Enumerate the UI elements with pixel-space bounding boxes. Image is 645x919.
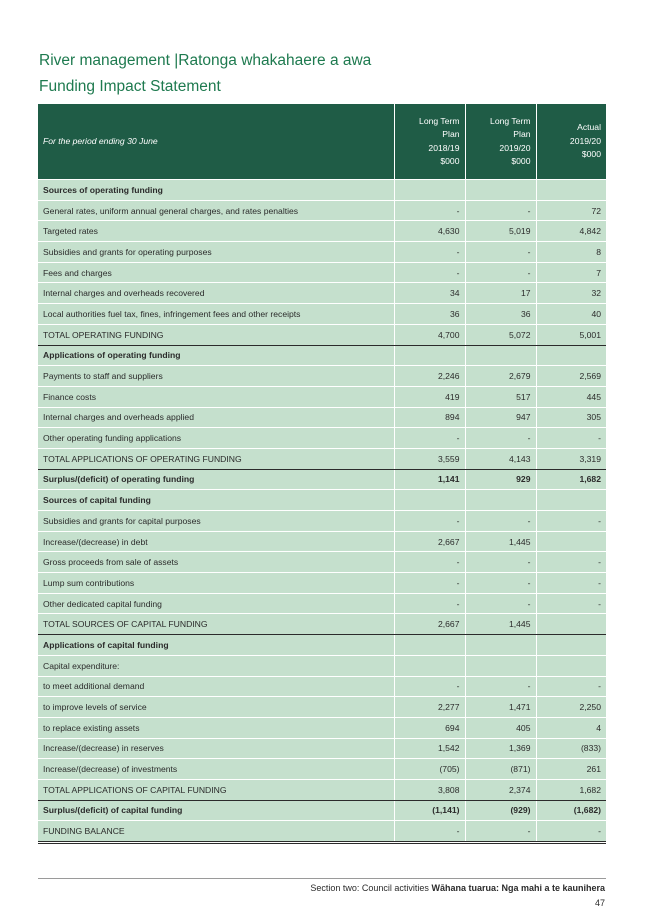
value-ltp-2018-19: - xyxy=(394,242,465,263)
value-ltp-2019-20: 517 xyxy=(465,386,536,407)
value-ltp-2019-20 xyxy=(465,490,536,511)
row-label: Increase/(decrease) of investments xyxy=(38,759,394,780)
value-actual-2019-20 xyxy=(536,655,606,676)
value-ltp-2019-20: - xyxy=(465,511,536,532)
row-label: Targeted rates xyxy=(38,221,394,242)
value-ltp-2018-19: 4,630 xyxy=(394,221,465,242)
value-ltp-2018-19: - xyxy=(394,428,465,449)
table-row xyxy=(38,593,606,614)
value-actual-2019-20: 3,319 xyxy=(536,448,606,469)
value-actual-2019-20: 72 xyxy=(536,200,606,221)
value-actual-2019-20 xyxy=(536,635,606,656)
col-ltp-2018-19: Long Term Plan 2018/19 $000 xyxy=(394,104,465,180)
value-ltp-2018-19: (705) xyxy=(394,759,465,780)
page-subtitle: Funding Impact Statement xyxy=(39,78,221,95)
row-label: Finance costs xyxy=(38,386,394,407)
value-ltp-2019-20: - xyxy=(465,573,536,594)
table-row xyxy=(38,283,606,304)
value-actual-2019-20: 2,250 xyxy=(536,697,606,718)
table-row xyxy=(38,469,606,490)
value-ltp-2018-19: 3,559 xyxy=(394,448,465,469)
row-label: Fees and charges xyxy=(38,262,394,283)
value-ltp-2018-19 xyxy=(394,655,465,676)
value-ltp-2019-20 xyxy=(465,180,536,201)
row-label: Sources of operating funding xyxy=(38,180,394,201)
footer-divider xyxy=(38,878,606,879)
table-row xyxy=(38,697,606,718)
value-ltp-2019-20: 405 xyxy=(465,717,536,738)
value-ltp-2018-19: 36 xyxy=(394,304,465,325)
value-ltp-2019-20: 1,471 xyxy=(465,697,536,718)
value-actual-2019-20: (1,682) xyxy=(536,800,606,821)
row-label: to meet additional demand xyxy=(38,676,394,697)
row-label: Sources of capital funding xyxy=(38,490,394,511)
table-row xyxy=(38,490,606,511)
value-ltp-2018-19: - xyxy=(394,676,465,697)
value-ltp-2018-19: 419 xyxy=(394,386,465,407)
value-actual-2019-20: 32 xyxy=(536,283,606,304)
row-label: Applications of operating funding xyxy=(38,345,394,366)
value-ltp-2019-20: 5,072 xyxy=(465,324,536,345)
value-ltp-2019-20: 4,143 xyxy=(465,448,536,469)
value-ltp-2019-20: - xyxy=(465,821,536,843)
row-label: Internal charges and overheads recovered xyxy=(38,283,394,304)
value-ltp-2019-20: 947 xyxy=(465,407,536,428)
table-row xyxy=(38,614,606,635)
value-ltp-2019-20: 1,369 xyxy=(465,738,536,759)
value-actual-2019-20: 1,682 xyxy=(536,779,606,800)
row-label: Local authorities fuel tax, fines, infringement fees and other receipts xyxy=(38,304,394,325)
value-ltp-2018-19: 894 xyxy=(394,407,465,428)
value-ltp-2019-20: - xyxy=(465,676,536,697)
table-row xyxy=(38,366,606,387)
table-row xyxy=(38,800,606,821)
value-actual-2019-20: - xyxy=(536,511,606,532)
period-label: For the period ending 30 June xyxy=(38,104,394,180)
value-ltp-2018-19: (1,141) xyxy=(394,800,465,821)
table-header-row xyxy=(38,104,606,180)
value-ltp-2018-19: 1,542 xyxy=(394,738,465,759)
funding-impact-table xyxy=(38,104,606,844)
table-row xyxy=(38,738,606,759)
value-ltp-2019-20: - xyxy=(465,242,536,263)
value-ltp-2018-19: - xyxy=(394,573,465,594)
value-ltp-2019-20: - xyxy=(465,552,536,573)
value-ltp-2018-19: - xyxy=(394,262,465,283)
col-ltp-2019-20: Long Term Plan 2019/20 $000 xyxy=(465,104,536,180)
value-ltp-2019-20: (929) xyxy=(465,800,536,821)
value-ltp-2018-19 xyxy=(394,635,465,656)
value-ltp-2019-20: 1,445 xyxy=(465,531,536,552)
value-ltp-2018-19: 2,667 xyxy=(394,614,465,635)
row-label: General rates, uniform annual general charges, and rates penalties xyxy=(38,200,394,221)
value-ltp-2019-20: - xyxy=(465,593,536,614)
value-ltp-2019-20: 2,679 xyxy=(465,366,536,387)
table-row xyxy=(38,345,606,366)
table-row xyxy=(38,200,606,221)
row-label: Increase/(decrease) in reserves xyxy=(38,738,394,759)
page-title: River management |Ratonga whakahaere a awa xyxy=(39,52,372,69)
value-actual-2019-20: 7 xyxy=(536,262,606,283)
row-label: Subsidies and grants for capital purposes xyxy=(38,511,394,532)
row-label: Surplus/(deficit) of operating funding xyxy=(38,469,394,490)
value-actual-2019-20: - xyxy=(536,428,606,449)
value-actual-2019-20: - xyxy=(536,552,606,573)
value-actual-2019-20: 305 xyxy=(536,407,606,428)
table-row xyxy=(38,262,606,283)
row-label: TOTAL APPLICATIONS OF OPERATING FUNDING xyxy=(38,448,394,469)
value-actual-2019-20 xyxy=(536,345,606,366)
value-ltp-2019-20: 5,019 xyxy=(465,221,536,242)
table-row xyxy=(38,324,606,345)
table-row xyxy=(38,759,606,780)
page-number: 47 xyxy=(594,898,605,908)
value-ltp-2018-19 xyxy=(394,180,465,201)
value-ltp-2019-20 xyxy=(465,345,536,366)
table-row xyxy=(38,428,606,449)
value-ltp-2019-20: - xyxy=(465,428,536,449)
value-ltp-2018-19: - xyxy=(394,552,465,573)
table-row xyxy=(38,821,606,843)
value-actual-2019-20: 4,842 xyxy=(536,221,606,242)
value-actual-2019-20: - xyxy=(536,676,606,697)
value-ltp-2018-19: 2,667 xyxy=(394,531,465,552)
row-label: Lump sum contributions xyxy=(38,573,394,594)
value-actual-2019-20: 40 xyxy=(536,304,606,325)
row-label: Surplus/(deficit) of capital funding xyxy=(38,800,394,821)
table-row xyxy=(38,304,606,325)
table-row xyxy=(38,407,606,428)
value-actual-2019-20 xyxy=(536,490,606,511)
value-actual-2019-20: 445 xyxy=(536,386,606,407)
value-actual-2019-20: 261 xyxy=(536,759,606,780)
row-label: Other operating funding applications xyxy=(38,428,394,449)
value-ltp-2018-19: 3,808 xyxy=(394,779,465,800)
value-ltp-2019-20: 1,445 xyxy=(465,614,536,635)
row-label: to improve levels of service xyxy=(38,697,394,718)
row-label: Subsidies and grants for operating purposes xyxy=(38,242,394,263)
value-ltp-2018-19: 2,246 xyxy=(394,366,465,387)
value-ltp-2018-19 xyxy=(394,490,465,511)
table-row xyxy=(38,511,606,532)
value-actual-2019-20 xyxy=(536,180,606,201)
value-ltp-2019-20: 929 xyxy=(465,469,536,490)
table-row xyxy=(38,717,606,738)
row-label: to replace existing assets xyxy=(38,717,394,738)
table-row xyxy=(38,573,606,594)
row-label: Capital expenditure: xyxy=(38,655,394,676)
value-actual-2019-20: - xyxy=(536,593,606,614)
value-actual-2019-20 xyxy=(536,614,606,635)
value-ltp-2018-19: - xyxy=(394,821,465,843)
value-ltp-2018-19: 1,141 xyxy=(394,469,465,490)
value-ltp-2019-20: - xyxy=(465,262,536,283)
row-label: Payments to staff and suppliers xyxy=(38,366,394,387)
value-actual-2019-20: 5,001 xyxy=(536,324,606,345)
value-ltp-2018-19: 2,277 xyxy=(394,697,465,718)
value-ltp-2018-19: - xyxy=(394,593,465,614)
table-row xyxy=(38,676,606,697)
table-row xyxy=(38,386,606,407)
value-ltp-2019-20: 17 xyxy=(465,283,536,304)
value-actual-2019-20 xyxy=(536,531,606,552)
value-ltp-2019-20: 36 xyxy=(465,304,536,325)
value-ltp-2018-19: - xyxy=(394,511,465,532)
value-actual-2019-20: 1,682 xyxy=(536,469,606,490)
row-label: Other dedicated capital funding xyxy=(38,593,394,614)
table-row xyxy=(38,180,606,201)
table-row xyxy=(38,552,606,573)
value-actual-2019-20: (833) xyxy=(536,738,606,759)
value-actual-2019-20: 2,569 xyxy=(536,366,606,387)
value-ltp-2018-19: - xyxy=(394,200,465,221)
value-ltp-2018-19: 34 xyxy=(394,283,465,304)
value-actual-2019-20: 8 xyxy=(536,242,606,263)
row-label: Increase/(decrease) in debt xyxy=(38,531,394,552)
row-label: TOTAL OPERATING FUNDING xyxy=(38,324,394,345)
value-actual-2019-20: - xyxy=(536,821,606,843)
table-row xyxy=(38,448,606,469)
row-label: TOTAL APPLICATIONS OF CAPITAL FUNDING xyxy=(38,779,394,800)
row-label: TOTAL SOURCES OF CAPITAL FUNDING xyxy=(38,614,394,635)
value-ltp-2019-20: (871) xyxy=(465,759,536,780)
row-label: Internal charges and overheads applied xyxy=(38,407,394,428)
value-ltp-2019-20: 2,374 xyxy=(465,779,536,800)
table-row xyxy=(38,221,606,242)
table-row xyxy=(38,531,606,552)
table-row xyxy=(38,635,606,656)
row-label: Gross proceeds from sale of assets xyxy=(38,552,394,573)
table-row xyxy=(38,779,606,800)
table-row xyxy=(38,242,606,263)
table-row xyxy=(38,655,606,676)
value-actual-2019-20: - xyxy=(536,573,606,594)
value-ltp-2018-19 xyxy=(394,345,465,366)
row-label: Applications of capital funding xyxy=(38,635,394,656)
col-actual-2019-20: Actual 2019/20 $000 xyxy=(536,104,606,180)
footer-section: Section two: Council activities Wāhana tuarua: Nga mahi a te kaunihera xyxy=(310,883,605,893)
value-ltp-2019-20 xyxy=(465,655,536,676)
value-ltp-2018-19: 4,700 xyxy=(394,324,465,345)
value-ltp-2019-20: - xyxy=(465,200,536,221)
row-label: FUNDING BALANCE xyxy=(38,821,394,843)
value-actual-2019-20: 4 xyxy=(536,717,606,738)
value-ltp-2019-20 xyxy=(465,635,536,656)
value-ltp-2018-19: 694 xyxy=(394,717,465,738)
